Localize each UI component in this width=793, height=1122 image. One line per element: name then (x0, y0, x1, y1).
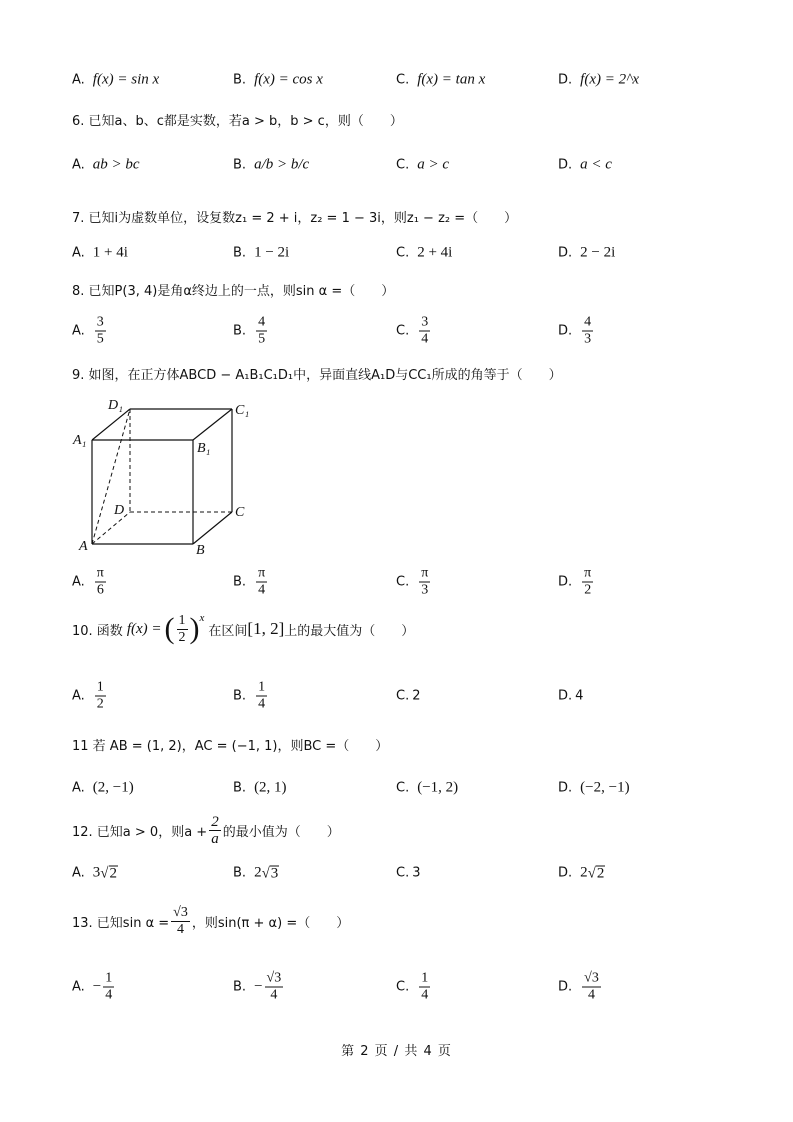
q7-option-c: C. 2 + 4i (396, 244, 453, 261)
q7-option-a: A. 1 + 4i (72, 244, 128, 261)
q13-stem: 13. 已知sin α = $\frac{√3}{4}$ ，则sin(π + α) =（ ） (72, 905, 350, 937)
q9-option-c: C. π 3 (396, 565, 429, 598)
q6-option-c: C. a > c (396, 156, 449, 173)
page-footer: 第 2 页 / 共 4 页 (341, 1044, 452, 1059)
q11-option-d: D. (−2, −1) (558, 779, 630, 796)
q10-option-d: D. 4 (558, 688, 584, 704)
q9-option-a: A. π 6 (72, 565, 104, 598)
q10-stem: 10. 函数 f(x) = ( 1 2 ) x 在区间 [1, 2] 上的最大值为（ ） (72, 612, 415, 645)
edge-b1c1 (193, 409, 232, 440)
q5-option-a: A. f(x) = sin x (72, 71, 160, 88)
label-d1: D₁ (108, 398, 123, 413)
edge-ad-hidden (92, 512, 130, 544)
q11-stem: 11 若 AB = (1, 2)，AC = (−1, 1)，则BC =（ ） (72, 739, 389, 754)
edge-a1d1 (92, 409, 130, 440)
q9-option-d: D. π 2 (558, 565, 592, 598)
q8-option-a: A. 3 5 (72, 314, 104, 347)
diagonal-ad1 (92, 409, 130, 544)
q11-option-c: C. (−1, 2) (396, 779, 459, 796)
q5-option-c: C. f(x) = tan x (396, 71, 486, 88)
label-a: A (79, 539, 88, 554)
edge-bc (193, 512, 232, 544)
q13-option-d: D. √3 4 (558, 970, 599, 1003)
label-b: B (196, 543, 205, 558)
q13-option-a: A. − $\frac{1}{4}$ (72, 970, 113, 1003)
q12-option-b: B. 2 √ 3 (233, 864, 279, 882)
q8-option-d: D. 4 3 (558, 314, 592, 347)
cube-figure (60, 392, 260, 562)
q8-option-c: C. 3 4 (396, 314, 429, 347)
q12-option-c: C. 3 (396, 865, 421, 881)
q6-option-a: A. ab > bc (72, 156, 140, 173)
q9-stem: 9. 如图，在正方体ABCD − A₁B₁C₁D₁中，异面直线A₁D与CC₁所成的角等于（ ） (72, 368, 562, 383)
q13-option-b: B. − $\frac{√3}{4}$ (233, 970, 282, 1003)
label-d: D (114, 503, 125, 518)
q12-stem: 12. 已知a > 0，则a + $\frac{2}{a}$ 的最小值为（ ） (72, 814, 340, 847)
label-c1: C₁ (235, 403, 250, 418)
q8-stem: 8. 已知P(3, 4)是角α终边上的一点，则sin α =（ ） (72, 284, 395, 299)
q12-option-d: D. 2 √ 2 (558, 864, 605, 882)
q7-option-b: B. 1 − 2i (233, 244, 290, 261)
label-a1: A₁ (73, 433, 87, 448)
label-c: C (235, 505, 245, 520)
q8-option-b: B. 4 5 (233, 314, 266, 347)
paren-open: ( (164, 612, 175, 645)
q5-option-b: B. f(x) = cos x (233, 71, 323, 88)
q11-option-b: B. (2, 1) (233, 779, 287, 796)
q10-option-c: C. 2 (396, 688, 421, 704)
q6-option-b: B. a/b > b/c (233, 156, 310, 173)
q12-option-a: A. 3 √ 2 (72, 864, 118, 882)
q7-stem: 7. 已知i为虚数单位，设复数z₁ = 2 + i，z₂ = 1 − 3i，则z₁ − z₂ =（ ） (72, 211, 518, 226)
q13-option-c: C. 1 4 (396, 970, 429, 1003)
q9-option-b: B. π 4 (233, 565, 266, 598)
label-b1: B₁ (197, 441, 211, 456)
q11-option-a: A. (2, −1) (72, 779, 134, 796)
q10-option-b: B. 1 4 (233, 679, 266, 712)
q6-option-d: D. a < c (558, 156, 612, 173)
q6-stem: 6. 已知a、b、c都是实数，若a > b，b > c，则（ ） (72, 114, 403, 129)
paren-close: ) (189, 612, 200, 645)
q7-option-d: D. 2 − 2i (558, 244, 616, 261)
q5-option-d: D. f(x) = 2^x (558, 71, 640, 88)
q10-option-a: A. 1 2 (72, 679, 104, 712)
